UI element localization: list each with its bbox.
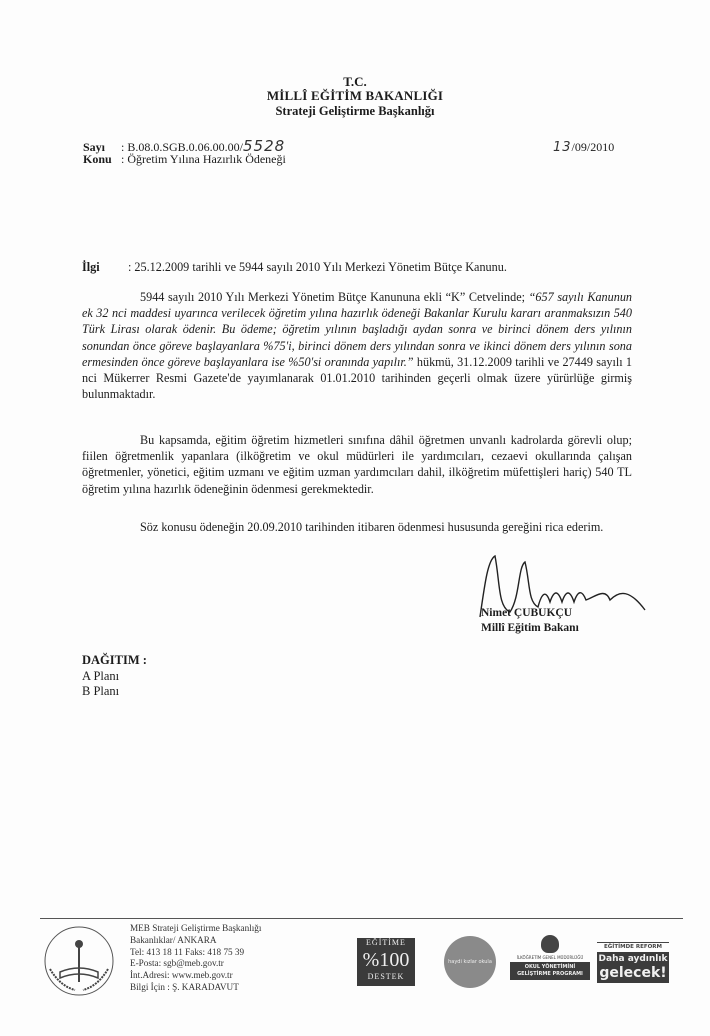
header-ministry: MİLLÎ EĞİTİM BAKANLIĞI <box>266 88 444 103</box>
footer-website: İnt.Adresi: www.meb.gov.tr <box>130 970 233 981</box>
distribution-item: B Planı <box>82 684 120 698</box>
okul-yonetimi-logo <box>510 935 590 991</box>
footer-divider <box>40 918 683 919</box>
sayi-value: : B.08.0.SGB.0.06.00.00/ <box>121 140 244 154</box>
header-tc: T.C. <box>343 74 367 89</box>
footer-contact <box>130 923 261 994</box>
signatory-name: Nimet ÇUBUKÇU <box>481 607 573 619</box>
ministry-seal-icon <box>40 924 118 998</box>
egitime-destek-logo <box>357 938 415 986</box>
konu-row <box>83 152 286 167</box>
konu-label: Konu <box>83 152 112 166</box>
flame-icon <box>541 935 559 953</box>
logo1-bottom: DESTEK <box>367 972 405 981</box>
sayi-handwritten: 5528 <box>243 137 286 155</box>
ilgi-label: İlgi <box>82 260 100 274</box>
ilgi-value: : 25.12.2009 tarihli ve 5944 sayılı 2010 Yılı Merkezi Yönetim Bütçe Kanunu. <box>128 260 507 274</box>
egitimde-reform-logo <box>597 942 669 983</box>
logo3-line1: OKUL YÖNETİMİNİ <box>524 964 576 970</box>
logo1-mid: %100 <box>362 949 410 971</box>
logo2-text: haydi kızlar okula <box>448 959 492 965</box>
sayi-label: Sayı <box>83 140 106 154</box>
konu-value: : Öğretim Yılına Hazırlık Ödeneği <box>121 152 286 166</box>
signatory-title: Millî Eğitim Bakanı <box>481 622 579 634</box>
logo1-top: EĞİTİME <box>366 938 406 947</box>
logo3-box <box>510 962 590 980</box>
paragraph-2: Bu kapsamda, eğitim öğretim hizmetleri sınıfına dâhil öğretmen unvanlı kadrolarda görevli olup; fiilen öğretmenlik yapanlara (ilköğretim ve okul müdürleri ile yardımcıları, cezaevi okullarında çalışan öğretmenler, yönetici, eğitim uzmanı ve eğitim uzman yardımcıları dahil, ilköğretim müfettişleri hariç) 540 TL öğretim yılına hazırlık ödeneğinin ödenmesi gerekmektedir. <box>82 433 632 496</box>
date <box>553 140 614 155</box>
logo4-line1: Daha aydınlık <box>598 954 668 964</box>
logo4-line2: gelecek! <box>599 965 667 981</box>
logo4-box <box>597 952 669 983</box>
footer-phone: Tel: 413 18 11 Faks: 418 75 39 <box>130 946 245 957</box>
footer-line: MEB Strateji Geliştirme Başkanlığı <box>130 923 262 933</box>
logo3-small: İLKÖĞRETİM GENEL MÜDÜRLÜĞÜ <box>516 955 584 960</box>
haydi-kizlar-okula-logo <box>444 936 496 988</box>
paragraph-1 <box>82 289 632 402</box>
paragraph-3: Söz konusu ödeneğin 20.09.2010 tarihinden itibaren ödenmesi hususunda gereğini rica ederim. <box>140 520 604 534</box>
p1-start: 5944 sayılı 2010 Yılı Merkezi Yönetim Bütçe Kanununa ekli “K” Cetvelinde; <box>140 290 529 304</box>
distribution-label: DAĞITIM : <box>82 653 147 667</box>
footer-email: E-Posta: sgb@meb.gov.tr <box>130 958 224 969</box>
p1-quote: “657 sayılı Kanunun ek 32 nci maddesi uyarınca verilecek öğretim yılına hazırlık ödeneği Bakanlar Kurulu kararı aranmaksızın 540 Türk Lirası olarak ödenir. Bu ödeme; öğretim yılının başladığı aydan sonra ve birinci dönem ders yılının sonundan önce göreve başlayanlara %75'i, birinci dönem ders yılından sonra ve ikinci dönem ders yılının sona ermesinden önce göreve başlayanlara ise %50'si oranında yapılır.” <box>82 290 633 369</box>
footer-line: Bakanlıklar/ ANKARA <box>130 934 217 945</box>
p1-end: hükmü, 31.12.2009 tarihli ve 27449 sayılı 1 nci Mükerrer Resmi Gazete'de yayımlanarak 01.01.2010 tarihinden geçerli olmak üzere yürürlüğe girmiş bulunmaktadır. <box>82 354 633 402</box>
date-value: /09/2010 <box>571 140 615 154</box>
logo3-line2: GELİŞTİRME PROGRAMI <box>517 971 583 977</box>
date-handwritten: 13 <box>553 140 572 155</box>
header-department: Strateji Geliştirme Başkanlığı <box>275 104 435 118</box>
ilgi-row <box>82 260 507 275</box>
logo4-top: EĞİTİMDE REFORM <box>597 942 669 950</box>
footer-contact-person: Bilgi İçin : Ş. KARADAVUT <box>130 981 239 992</box>
distribution-item: A Planı <box>82 669 120 683</box>
